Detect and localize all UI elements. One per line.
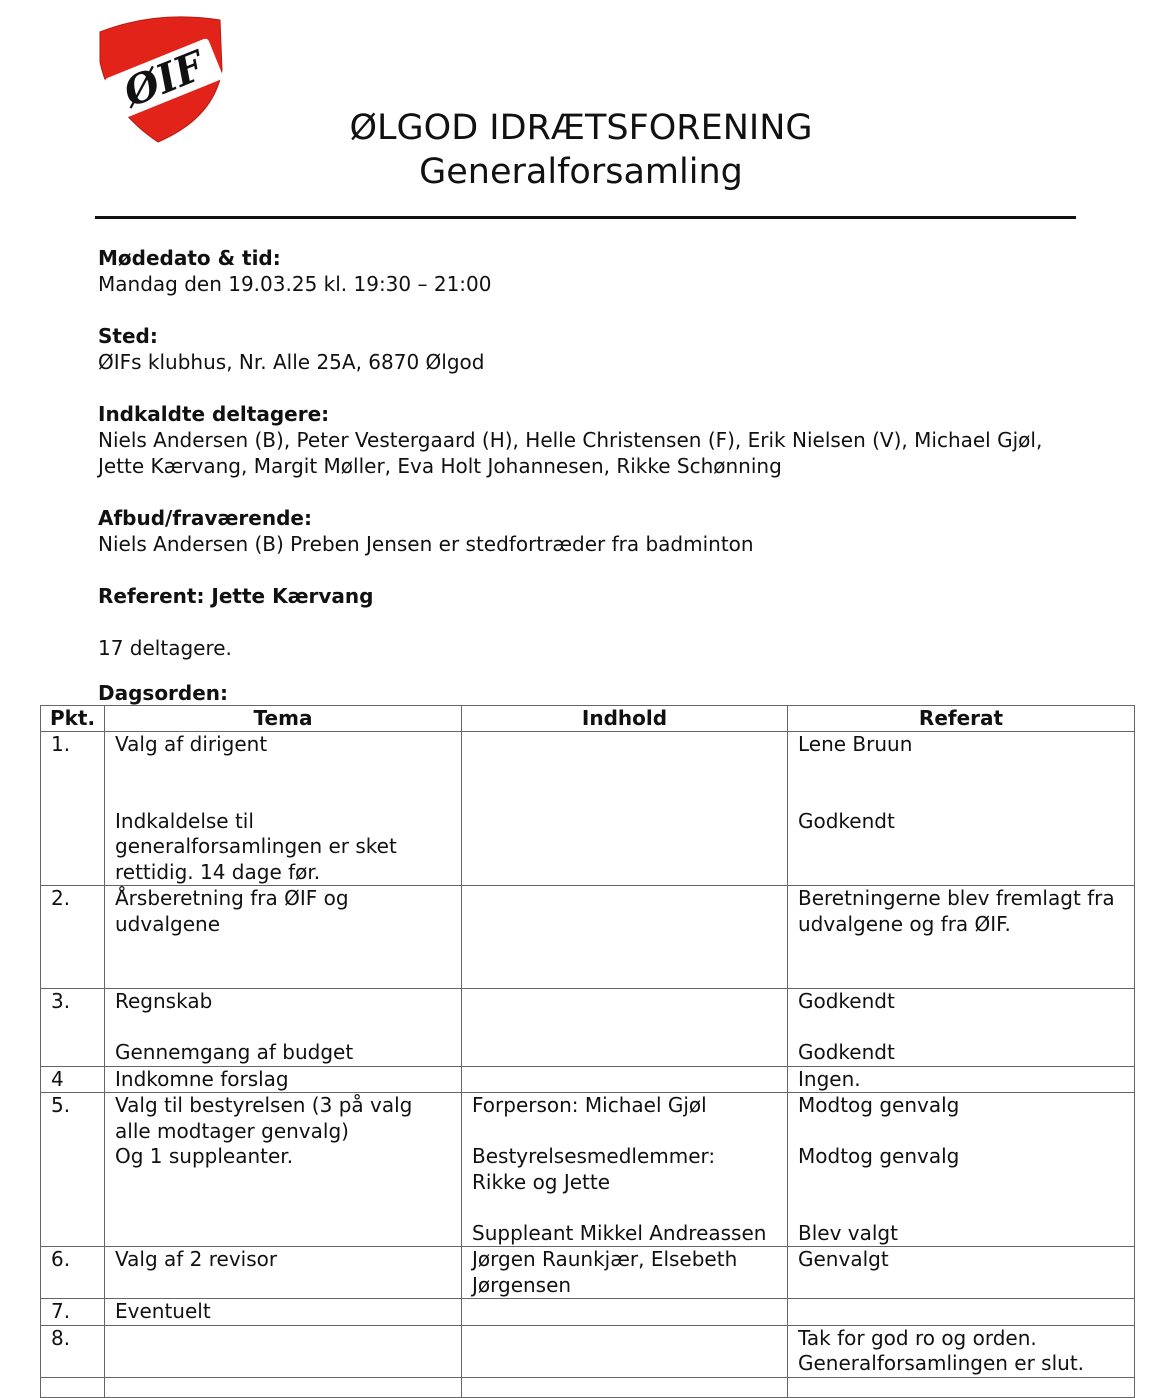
agenda-row (41, 1377, 1135, 1397)
club-name-title: ØLGOD IDRÆTSFORENING (349, 108, 813, 148)
agenda-cell-referat: Tak for god ro og orden. Generalforsamlingen er slut. (788, 1325, 1135, 1377)
agenda-cell-indhold (462, 1299, 788, 1326)
meeting-type-subtitle: Generalforsamling (419, 152, 743, 192)
agenda-cell-pkt: 2. (41, 886, 105, 989)
agenda-cell-empty (462, 1377, 788, 1397)
meeting-date-label: Mødedato & tid: (98, 246, 281, 270)
agenda-cell-referat (788, 1299, 1135, 1326)
column-header-pkt: Pkt. (41, 706, 105, 732)
meeting-place-value: ØIFs klubhus, Nr. Alle 25A, 6870 Ølgod (98, 350, 485, 374)
agenda-table (40, 705, 1135, 1398)
column-header-indhold: Indhold (462, 706, 788, 732)
agenda-cell-pkt: 6. (41, 1247, 105, 1299)
agenda-cell-tema: Årsberetning fra ØIF og udvalgene (105, 886, 462, 989)
agenda-cell-tema: Valg af 2 revisor (105, 1247, 462, 1299)
absent-section (98, 505, 1098, 557)
logo-text: ØIF (117, 42, 211, 117)
agenda-cell-pkt: 3. (41, 989, 105, 1067)
agenda-cell-referat: Lene Bruun Godkendt (788, 732, 1135, 886)
agenda-cell-pkt: 1. (41, 732, 105, 886)
agenda-row (41, 1066, 1135, 1093)
participant-count: 17 deltagere. (98, 636, 232, 660)
agenda-cell-pkt: 4 (41, 1066, 105, 1093)
invited-line-1: Niels Andersen (B), Peter Vestergaard (H), Helle Christensen (F), Erik Nielsen (V), Michael Gjøl, (98, 428, 1043, 452)
agenda-cell-empty (105, 1377, 462, 1397)
meeting-place-section (98, 323, 1098, 375)
agenda-cell-empty (788, 1377, 1135, 1397)
agenda-cell-indhold (462, 886, 788, 989)
agenda-cell-referat: Ingen. (788, 1066, 1135, 1093)
invited-section (98, 401, 1098, 479)
agenda-cell-pkt: 5. (41, 1093, 105, 1247)
agenda-row (41, 1247, 1135, 1299)
agenda-row (41, 732, 1135, 886)
invited-label: Indkaldte deltagere: (98, 402, 330, 426)
agenda-cell-referat: Modtog genvalg Modtog genvalg Blev valgt (788, 1093, 1135, 1247)
meeting-place-label: Sted: (98, 324, 158, 348)
document-title-block (0, 106, 1162, 194)
agenda-cell-referat: Godkendt Godkendt (788, 989, 1135, 1067)
agenda-cell-tema: Indkomne forslag (105, 1066, 462, 1093)
meeting-date-value: Mandag den 19.03.25 kl. 19:30 – 21:00 (98, 272, 492, 296)
agenda-row (41, 989, 1135, 1067)
referent: Referent: Jette Kærvang (98, 584, 374, 608)
agenda-cell-indhold: Forperson: Michael Gjøl Bestyrelsesmedlemmer: Rikke og Jette Suppleant Mikkel Andreassen (462, 1093, 788, 1247)
agenda-row (41, 1325, 1135, 1377)
agenda-cell-tema: Eventuelt (105, 1299, 462, 1326)
agenda-cell-tema: Valg af dirigent Indkaldelse til generalforsamlingen er sket rettidig. 14 dage før. (105, 732, 462, 886)
agenda-cell-tema (105, 1325, 462, 1377)
agenda-cell-referat: Genvalgt (788, 1247, 1135, 1299)
agenda-cell-indhold (462, 989, 788, 1067)
column-header-referat: Referat (788, 706, 1135, 732)
agenda-cell-tema: Regnskab Gennemgang af budget (105, 989, 462, 1067)
meeting-date-section (98, 245, 1098, 297)
absent-label: Afbud/fraværende: (98, 506, 312, 530)
agenda-cell-pkt: 7. (41, 1299, 105, 1326)
agenda-row (41, 886, 1135, 989)
agenda-cell-indhold (462, 1066, 788, 1093)
agenda-label: Dagsorden: (98, 681, 229, 705)
agenda-cell-indhold (462, 1325, 788, 1377)
agenda-cell-indhold (462, 732, 788, 886)
header-divider (95, 216, 1076, 219)
agenda-cell-referat: Beretningerne blev fremlagt fra udvalgene og fra ØIF. (788, 886, 1135, 989)
agenda-cell-pkt: 8. (41, 1325, 105, 1377)
agenda-cell-indhold: Jørgen Raunkjær, Elsebeth Jørgensen (462, 1247, 788, 1299)
absent-value: Niels Andersen (B) Preben Jensen er stedfortræder fra badminton (98, 532, 754, 556)
agenda-row (41, 1093, 1135, 1247)
invited-line-2: Jette Kærvang, Margit Møller, Eva Holt Johannesen, Rikke Schønning (98, 454, 782, 478)
agenda-row (41, 1299, 1135, 1326)
agenda-header-row (41, 706, 1135, 732)
meeting-info (98, 245, 1098, 705)
agenda-cell-tema: Valg til bestyrelsen (3 på valg alle modtager genvalg) Og 1 suppleanter. (105, 1093, 462, 1247)
agenda-cell-empty (41, 1377, 105, 1397)
column-header-tema: Tema (105, 706, 462, 732)
